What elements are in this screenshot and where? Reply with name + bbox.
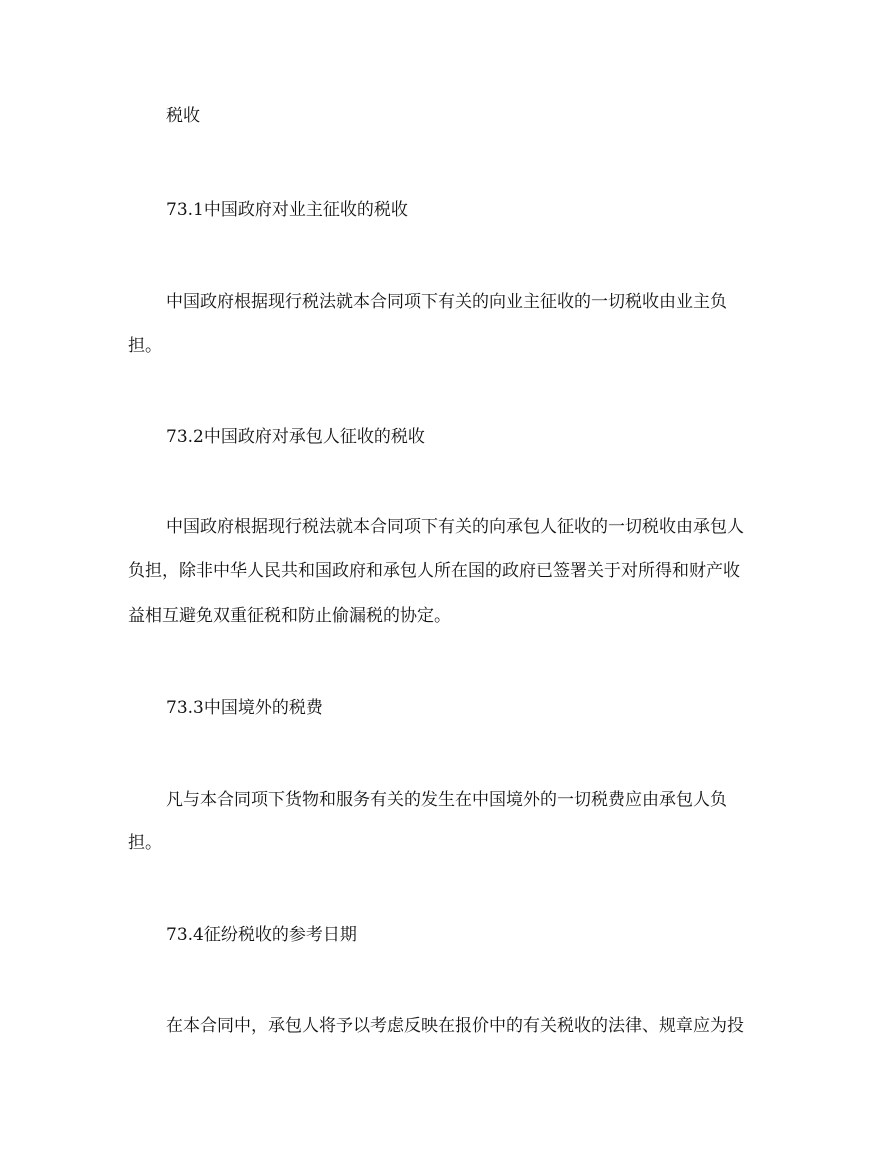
clause-heading-73-2: 73.2中国政府对承包人征收的税收 <box>166 427 425 447</box>
clause-73-2-body-line-1: 中国政府根据现行税法就本合同项下有关的向承包人征收的一切税收由承包人 <box>166 517 744 537</box>
clause-73-3-body-line-1: 凡与本合同项下货物和服务有关的发生在中国境外的一切税费应由承包人负 <box>166 790 727 810</box>
clause-73-1-body-line-1: 中国政府根据现行税法就本合同项下有关的向业主征收的一切税收由业主负 <box>166 292 727 312</box>
clause-heading-73-4: 73.4征纷税收的参考日期 <box>166 925 357 945</box>
clause-73-2-body-line-3: 益相互避免双重征税和防止偷漏税的协定。 <box>128 606 451 626</box>
clause-73-4-body-line-1: 在本合同中，承包人将予以考虑反映在报价中的有关税收的法律、规章应为投 <box>166 1016 744 1036</box>
clause-heading-73-3: 73.3中国境外的税费 <box>166 698 323 718</box>
clause-73-2-body-line-2: 负担，除非中华人民共和国政府和承包人所在国的政府已签署关于对所得和财产收 <box>128 561 740 581</box>
clause-73-3-body-line-2: 担。 <box>128 833 162 853</box>
clause-heading-73-1: 73.1中国政府对业主征收的税收 <box>166 200 408 220</box>
clause-73-1-body-line-2: 担。 <box>128 336 162 356</box>
section-title: 税收 <box>166 106 200 126</box>
